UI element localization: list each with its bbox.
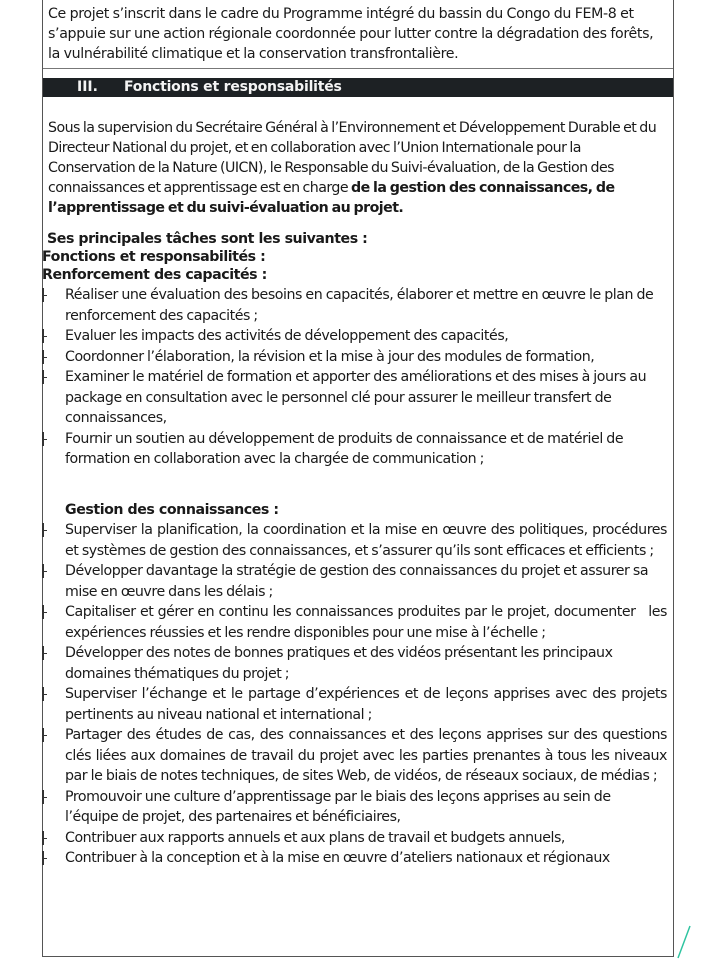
supervision-text-bold: de la gestion des connaissances, de l’apprentissage et du suivi-évaluation au projet. — [48, 180, 615, 216]
dash-icon — [42, 858, 47, 859]
list-item — [43, 643, 673, 684]
list-item-text: Contribuer aux rapports annuels et aux plans de travail et budgets annuels, — [65, 829, 565, 846]
dash-icon — [42, 357, 47, 358]
knowledge-heading: Gestion des connaissances : — [65, 502, 279, 518]
intro-paragraph: Ce projet s’inscrit dans le cadre du Programme intégré du bassin du Congo du FEM-8 et s’appuie sur une action régionale coordonnée pour lutter contre la dégradation des forêts, la vulnérabilité climatique et la conservation transfrontalière. — [48, 6, 654, 62]
knowledge-list — [43, 520, 673, 869]
list-item-text: Partager des études de cas, des connaissances et des leçons apprises sur des questions clés liées aux domaines de travail du projet avec les parties prenantes à tous les niveaux par le biais de notes techniques, de sites Web, de vidéos, de réseaux sociaux, de médias ; — [65, 727, 667, 784]
dash-icon — [42, 439, 47, 440]
intro-block — [43, 0, 673, 69]
list-item-text: Promouvoir une culture d’apprentissage par le biais des leçons apprises au sein de l’équipe de projet, des partenaires et bénéficiaires, — [65, 788, 611, 825]
document-frame — [42, 0, 674, 957]
list-item — [43, 347, 673, 368]
main-tasks-heading: Ses principales tâches sont les suivantes : — [47, 231, 368, 247]
dash-icon — [42, 377, 47, 378]
list-item-text: Capitaliser et gérer en continu les connaissances produites par le projet, documenter les expériences réussies et les rendre disponibles pour une mise à l’échelle ; — [65, 604, 671, 641]
list-item-text: Réaliser une évaluation des besoins en capacités, élaborer et mettre en œuvre le plan de renforcement des capacités ; — [65, 287, 654, 324]
section-title: Fonctions et responsabilités — [124, 79, 342, 95]
list-item-text: Examiner le matériel de formation et apporter des améliorations et des mises à jours au package en consultation avec le personnel clé pour assurer le meilleur transfert de connaissances, — [65, 369, 647, 426]
dash-icon — [42, 612, 47, 613]
list-item-text: Développer davantage la stratégie de gestion des connaissances du projet et assurer sa mise en œuvre dans les délais ; — [65, 563, 649, 600]
list-item — [43, 828, 673, 849]
list-item — [43, 429, 673, 470]
dash-icon — [42, 735, 47, 736]
list-item-text: Fournir un soutien au développement de produits de connaissance et de matériel de formation en collaboration avec la chargée de communication ; — [65, 430, 624, 467]
capacity-heading: Renforcement des capacités : — [42, 267, 267, 283]
dash-icon — [42, 336, 47, 337]
dash-icon — [42, 295, 47, 296]
section-number: III. — [77, 79, 98, 95]
list-item-text: Superviser l’échange et le partage d’expériences et de leçons apprises avec des projets pertinents au niveau national et international ; — [65, 686, 667, 723]
functions-heading: Fonctions et responsabilités : — [42, 249, 266, 265]
list-item — [43, 725, 673, 787]
list-item — [43, 520, 673, 561]
list-item — [43, 326, 673, 347]
dash-icon — [42, 838, 47, 839]
list-item — [43, 285, 673, 326]
dash-icon — [42, 571, 47, 572]
list-item — [43, 561, 673, 602]
list-item-text: Développer des notes de bonnes pratiques et des vidéos présentant les principaux domaines thématiques du projet ; — [65, 645, 613, 682]
dash-icon — [42, 797, 47, 798]
dash-icon — [42, 653, 47, 654]
dash-icon — [42, 530, 47, 531]
list-item-text: Evaluer les impacts des activités de développement des capacités, — [65, 328, 509, 344]
list-item-text: Coordonner l’élaboration, la révision et la mise à jour des modules de formation, — [65, 348, 595, 365]
list-item — [43, 367, 673, 429]
list-item — [43, 787, 673, 828]
list-item — [43, 684, 673, 725]
list-item-text: Contribuer à la conception et à la mise en œuvre d’ateliers nationaux et régionaux — [65, 850, 610, 866]
dash-icon — [42, 694, 47, 695]
capacity-list — [43, 285, 673, 470]
list-item — [43, 602, 673, 643]
list-item — [43, 848, 673, 869]
supervision-paragraph — [48, 118, 668, 218]
list-item-text: Superviser la planification, la coordination et la mise en œuvre des politiques, procédures et systèmes de gestion des connaissances, et s’assurer qu’ils sont efficaces et efficients ; — [65, 522, 667, 559]
section-header-bar — [43, 78, 673, 97]
annotation-stroke-icon — [678, 926, 690, 958]
supervision-text: Sous la supervision du Secrétaire Général à l’Environnement et Développement Durable et du Directeur National du projet, et en collaboration avec l’Union Internationale pour la Conservation de la Nature (UICN), le Responsable du Suivi-évaluation, de la Gestion des connaissances et apprentissage est en charge — [48, 120, 657, 196]
